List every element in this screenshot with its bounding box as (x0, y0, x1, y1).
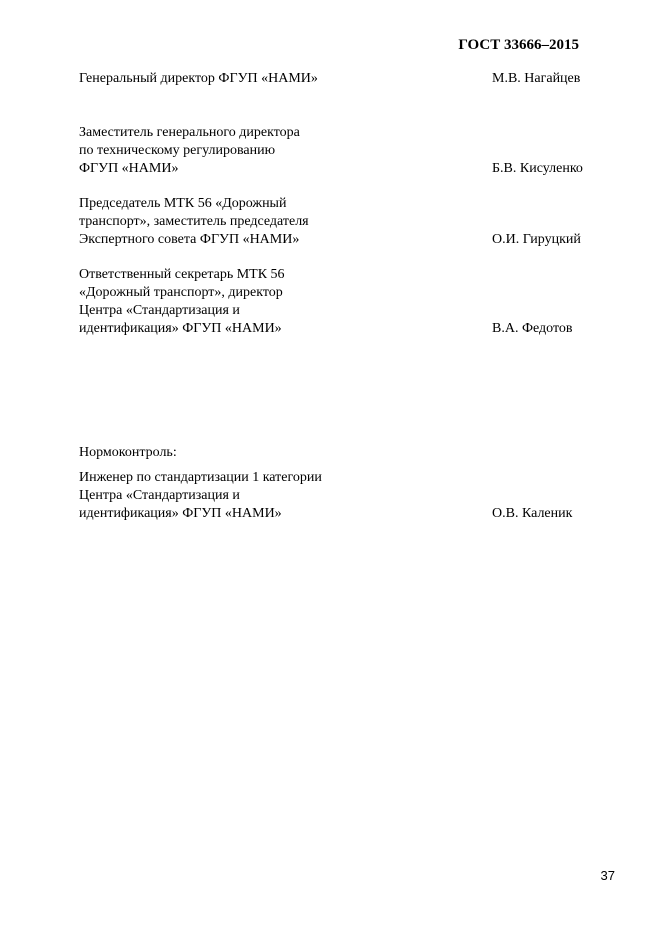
position-line: Инженер по стандартизации 1 категории (79, 470, 322, 485)
signatory-name: Б.В. Кисуленко (492, 161, 583, 176)
signatory-name: О.И. Гируцкий (492, 232, 581, 247)
position-line: Заместитель генерального директора (79, 125, 300, 140)
signatory-position (79, 195, 479, 249)
signature-block (79, 469, 589, 523)
position-line: Центра «Стандартизация и (79, 303, 240, 318)
norm-control-label: Нормоконтроль: (79, 445, 177, 460)
signatory-name: О.В. Каленик (492, 506, 573, 521)
document-code: ГОСТ 33666–2015 (458, 37, 579, 53)
position-line: Председатель МТК 56 «Дорожный (79, 196, 287, 211)
signature-block (79, 124, 589, 178)
signatory-name: М.В. Нагайцев (492, 71, 581, 86)
position-line: «Дорожный транспорт», директор (79, 285, 283, 300)
position-line: идентификация» ФГУП «НАМИ» (79, 506, 282, 521)
position-line: идентификация» ФГУП «НАМИ» (79, 321, 282, 336)
signature-block (79, 195, 589, 249)
signatory-position (79, 124, 479, 178)
signatory-position (79, 70, 479, 88)
position-line: транспорт», заместитель председателя (79, 214, 309, 229)
position-line: ФГУП «НАМИ» (79, 161, 179, 176)
signature-block (79, 266, 589, 338)
signatory-position (79, 266, 479, 338)
position-line: Генеральный директор ФГУП «НАМИ» (79, 71, 318, 86)
signatory-position (79, 469, 479, 523)
position-line: по техническому регулированию (79, 143, 276, 158)
position-line: Ответственный секретарь МТК 56 (79, 267, 285, 282)
signatory-name: В.А. Федотов (492, 321, 573, 336)
position-line: Центра «Стандартизация и (79, 488, 240, 503)
page-number: 37 (600, 868, 615, 883)
signature-block (79, 70, 589, 88)
position-line: Экспертного совета ФГУП «НАМИ» (79, 232, 300, 247)
